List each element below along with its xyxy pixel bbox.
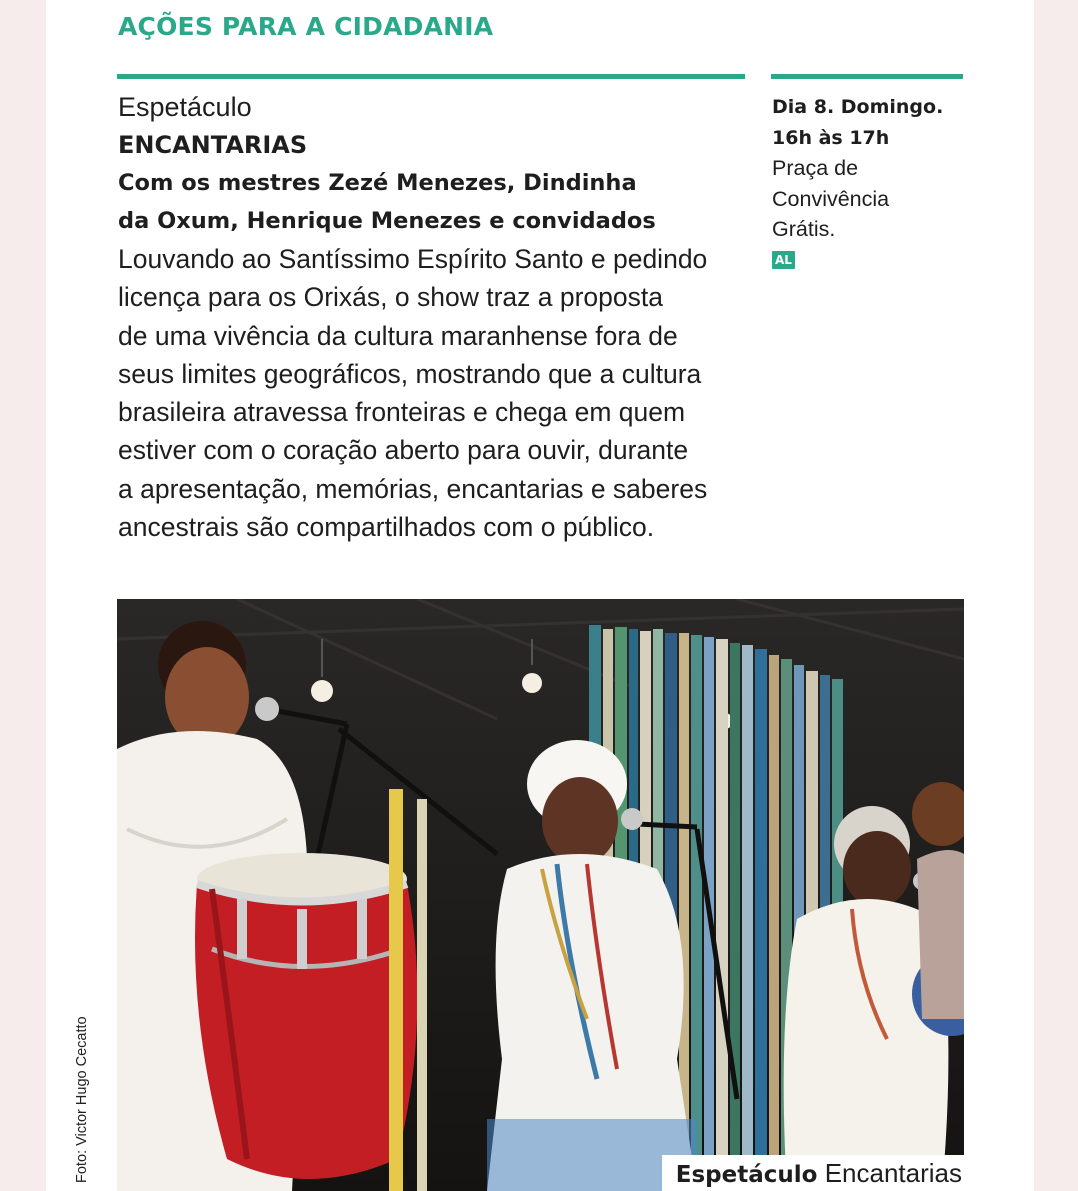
description-line: licença para os Orixás, o show traz a proposta: [118, 282, 663, 313]
event-subtitle: [118, 164, 748, 240]
event-category: Espetáculo: [118, 92, 252, 122]
event-price: Grátis.: [772, 217, 836, 241]
event-date: Dia 8. Domingo.: [772, 96, 944, 118]
section-title: AÇÕES PARA A CIDADANIA: [118, 12, 494, 41]
event-description: [118, 240, 748, 546]
event-place-line: Convivência: [772, 186, 890, 211]
description-line: seus limites geográficos, mostrando que a cultura: [118, 358, 702, 389]
description-line: Louvando ao Santíssimo Espírito Santo e pedindo: [118, 244, 708, 274]
event-info: [772, 92, 972, 269]
description-line: a apresentação, memórias, encantarias e saberes: [118, 473, 708, 504]
event-subtitle-line: Com os mestres Zezé Menezes, Dindinha: [118, 170, 637, 196]
caption-bold: Espetáculo: [675, 1162, 818, 1188]
description-line: brasileira atravessa fronteiras e chega em quem: [118, 397, 686, 428]
event-listing: [118, 88, 748, 546]
main-column-rule: [117, 74, 745, 79]
photo-credit: Foto: Victor Hugo Cecatto: [74, 1016, 90, 1183]
description-line: de uma vivência da cultura maranhense fora de: [118, 320, 678, 351]
event-subtitle-line: da Oxum, Henrique Menezes e convidados: [118, 208, 656, 234]
event-place-line: Praça de: [772, 156, 859, 180]
event-photo: [117, 599, 964, 1191]
description-line: estiver com o coração aberto para ouvir, durante: [118, 435, 689, 466]
event-name: ENCANTARIAS: [118, 131, 308, 159]
photo-caption: [662, 1155, 964, 1191]
drum-icon: [195, 853, 417, 1179]
description-line: ancestrais são compartilhados com o público.: [118, 512, 655, 543]
accessibility-badge: AL: [772, 251, 795, 269]
caption-rest: Encantarias: [817, 1158, 962, 1188]
event-time: 16h às 17h: [772, 126, 890, 149]
side-column-rule: [771, 74, 963, 79]
performers-illustration: [117, 599, 964, 1191]
